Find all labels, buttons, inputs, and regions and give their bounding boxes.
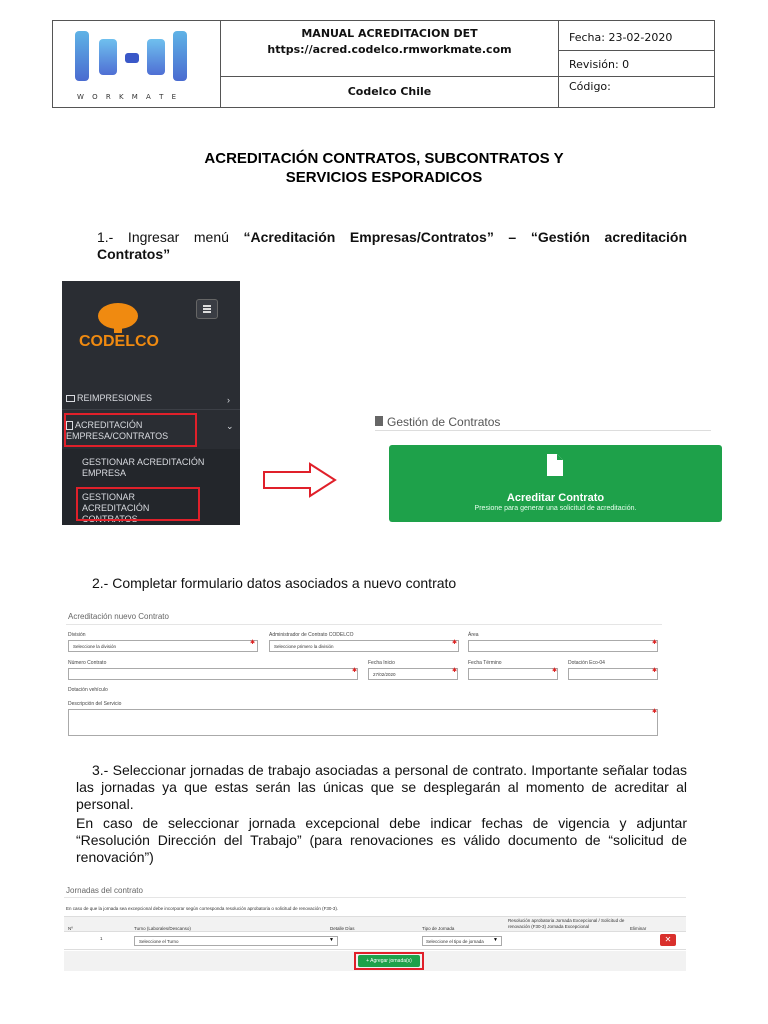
area-label: Área	[468, 632, 479, 638]
file-icon	[375, 416, 383, 426]
step3-paragraph2: En caso de seleccionar jornada excepcional debe indicar fechas de vigencia y adjuntar “Resolución Dirección del Trabajo” (para renovaciones es válido documento de “solicitud de renovación”)	[76, 815, 687, 865]
turno-select[interactable]	[134, 936, 338, 946]
col-header-detalle: Detalle Días	[330, 926, 355, 931]
jornadas-title: Jornadas del contrato	[66, 886, 143, 895]
fecha-inicio-label: Fecha Inicio	[368, 660, 395, 666]
highlight-acreditacion	[64, 413, 197, 447]
required-icon: ✱	[552, 668, 558, 674]
tipo-value: Seleccione el tipo de jornada	[426, 939, 484, 944]
doc-title-line2: SERVICIOS ESPORADICOS	[285, 169, 483, 186]
fecha-termino-label: Fecha Término	[468, 660, 502, 666]
highlight-contratos	[76, 487, 200, 521]
company-name: Codelco Chile	[347, 85, 432, 98]
required-icon: ✱	[652, 709, 658, 715]
codigo-text: Código:	[569, 80, 611, 93]
row-number: 1	[100, 936, 103, 941]
admin-value: Seleccione primero la división	[274, 644, 334, 649]
document-header	[52, 20, 715, 108]
add-jornada-button[interactable]: + Agregar jornada(s)	[358, 955, 420, 967]
col-header-n: Nº	[68, 926, 73, 931]
chevron-down-icon: ⌄	[226, 421, 234, 431]
right-arrow-icon	[262, 462, 338, 498]
descripcion-label: Descripción del Servicio	[68, 701, 122, 707]
step3-paragraph1: 3.- Seleccionar jornadas de trabajo asociadas a personal de contrato. Importante señalar todas las jornadas ya que estas serán las únicas que se desplegarán al momento de acreditar al personal.	[76, 762, 687, 812]
fecha-inicio-value: 27/02/2020	[373, 672, 396, 677]
area-input[interactable]	[468, 640, 658, 652]
required-icon: ✱	[652, 668, 658, 674]
acreditar-title: Acreditar Contrato	[506, 492, 605, 504]
jornadas-note: En caso de que la jornada sea excepcional debe incorporar según corresponda resolución aprobatoria o solicitud de renovación (F30-3).	[66, 906, 339, 911]
manual-title: MANUAL ACREDITACION DET	[301, 27, 478, 40]
required-icon: ✱	[652, 640, 658, 646]
col-header-resolucion: Resolución aprobatoria Jornada Excepcional / Solicitud de renovación (F30-3) Jornada Excepcional	[508, 918, 625, 929]
turno-value: Seleccione el Turno	[139, 939, 179, 944]
admin-label: Administrador de Contrato CODELCO	[269, 632, 354, 638]
jornadas-panel	[64, 884, 686, 974]
sidebar-item-label: REIMPRESIONES	[77, 393, 153, 403]
nuevo-contrato-form	[66, 610, 662, 740]
sidebar-subitem-contratos[interactable]: GESTIONAR ACREDITACIÓN CONTRATOS	[82, 492, 150, 524]
delete-row-button[interactable]	[660, 934, 676, 946]
revision-text: Revisión: 0	[569, 58, 630, 71]
sidebar-subitem-empresa[interactable]: GESTIONAR ACREDITACIÓN EMPRESA	[82, 457, 205, 478]
numero-input[interactable]	[68, 668, 358, 680]
dotacion-input[interactable]	[568, 668, 658, 680]
admin-select[interactable]	[269, 640, 459, 652]
fecha-termino-input[interactable]	[468, 668, 558, 680]
dotacion-vehiculo-label: Dotación vehículo	[68, 687, 108, 693]
step1-prefix: 1.- Ingresar menú	[97, 229, 244, 245]
dotacion-label: Dotación Eco-04	[568, 660, 605, 666]
division-label: División	[68, 632, 86, 638]
step1-bold: “Acreditación Empresas/Contratos” – “Gestión acreditación Contratos”	[97, 229, 688, 262]
sidebar-item-reimpresiones[interactable]	[66, 393, 236, 407]
workmate-logo	[61, 25, 213, 105]
descripcion-textarea[interactable]	[68, 709, 658, 736]
sidebar-item-label: ACREDITACIÓN EMPRESA/CONTRATOS	[66, 420, 169, 441]
division-value: Seleccione la división	[73, 644, 117, 649]
col-header-turno: Turno (Laborales/Descanso)	[134, 926, 191, 931]
doc-title-line1: ACREDITACIÓN CONTRATOS, SUBCONTRATOS Y	[204, 150, 564, 167]
gestion-heading	[375, 413, 500, 431]
numero-label: Número Contrato	[68, 660, 107, 666]
fecha-inicio-input[interactable]	[368, 668, 458, 680]
dropdown-caret-icon: ▼	[493, 937, 498, 943]
division-select[interactable]	[68, 640, 258, 652]
fecha-text: Fecha: 23-02-2020	[569, 31, 673, 44]
card-icon	[66, 395, 75, 402]
acreditar-subtitle: Presione para generar una solicitud de acreditación.	[474, 505, 637, 512]
hamburger-icon[interactable]	[196, 299, 218, 319]
chevron-right-icon: ›	[227, 395, 230, 405]
required-icon: ✱	[452, 640, 458, 646]
required-icon: ✱	[452, 668, 458, 674]
file-icon	[545, 453, 565, 477]
col-header-eliminar: Eliminar	[630, 926, 647, 931]
form-title: Acreditación nuevo Contrato	[68, 612, 169, 621]
required-icon: ✱	[352, 668, 358, 674]
table-row	[64, 932, 686, 950]
close-icon: ✕	[664, 935, 672, 944]
dropdown-caret-icon: ▼	[329, 937, 334, 943]
gestion-heading-text: Gestión de Contratos	[387, 415, 501, 429]
codelco-brand: CODELCO	[79, 333, 159, 350]
highlight-add-button	[354, 952, 424, 970]
tipo-select[interactable]	[422, 936, 502, 946]
acreditar-contrato-button[interactable]	[389, 445, 722, 522]
step1-text	[97, 229, 687, 263]
required-icon: ✱	[250, 640, 256, 646]
logo-text: W O R K M A T E	[77, 93, 179, 101]
col-header-tipo: Tipo de Jornada	[422, 926, 455, 931]
codelco-logo-stem	[114, 321, 122, 333]
manual-url: https://acred.codelco.rmworkmate.com	[267, 43, 512, 56]
step2-text: 2.- Completar formulario datos asociados a nuevo contrato	[92, 575, 457, 591]
